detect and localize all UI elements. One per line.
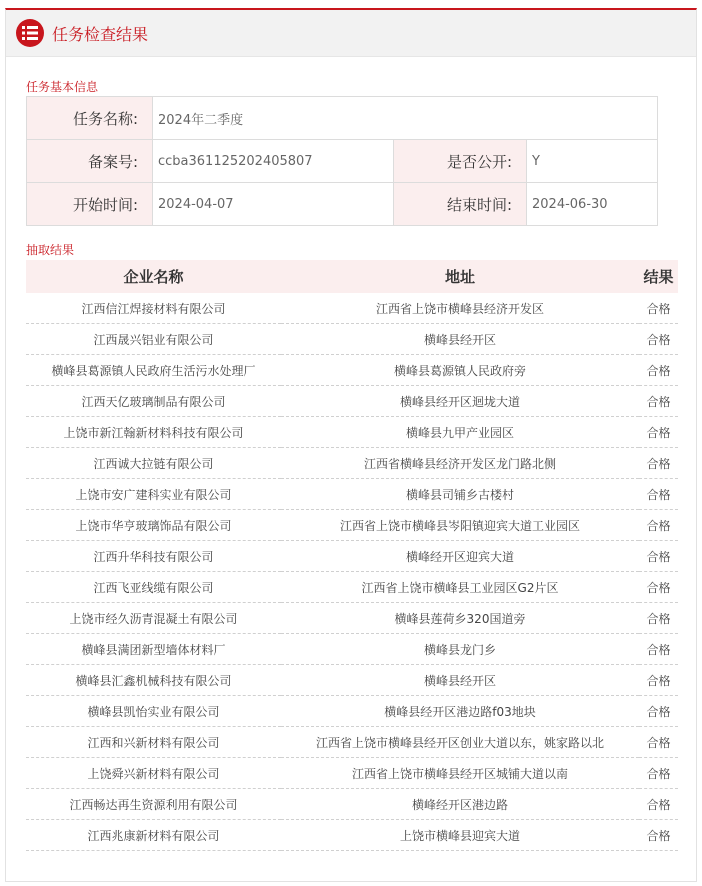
table-row: [26, 696, 678, 727]
table-row: [26, 510, 678, 541]
address-cell: 横峰县经开区: [281, 665, 639, 696]
column-header-company: 企业名称: [26, 260, 281, 293]
address-cell: 横峰县龙门乡: [281, 634, 639, 665]
info-row: [27, 183, 658, 226]
result-cell: 合格: [639, 696, 678, 727]
result-cell: 合格: [639, 603, 678, 634]
result-cell: 合格: [639, 386, 678, 417]
company-name-cell: 江西飞亚线缆有限公司: [26, 572, 281, 603]
address-cell: 横峰经开区港边路: [281, 789, 639, 820]
table-row: [26, 634, 678, 665]
table-row: [26, 324, 678, 355]
end-time-value: 2024-06-30: [527, 183, 658, 226]
address-cell: 横峰县经开区迴垅大道: [281, 386, 639, 417]
address-cell: 横峰县司铺乡古楼村: [281, 479, 639, 510]
table-row: [26, 603, 678, 634]
result-cell: 合格: [639, 324, 678, 355]
address-cell: 横峰县九甲产业园区: [281, 417, 639, 448]
address-cell: 江西省上饶市横峰县经开区创业大道以东，姚家路以北: [281, 727, 639, 758]
company-name-cell: 横峰县满团新型墙体材料厂: [26, 634, 281, 665]
company-name-cell: 江西信江焊接材料有限公司: [26, 293, 281, 324]
results-table: [26, 260, 678, 851]
result-cell: 合格: [639, 541, 678, 572]
address-cell: 横峰县经开区港边路f03地块: [281, 696, 639, 727]
column-header-result: 结果: [639, 260, 678, 293]
address-cell: 上饶市横峰县迎宾大道: [281, 820, 639, 851]
start-time-value: 2024-04-07: [153, 183, 394, 226]
table-row: [26, 417, 678, 448]
company-name-cell: 上饶舜兴新材料有限公司: [26, 758, 281, 789]
public-value: Y: [527, 140, 658, 183]
company-name-cell: 江西天亿玻璃制品有限公司: [26, 386, 281, 417]
result-cell: 合格: [639, 417, 678, 448]
page-frame: [5, 8, 697, 882]
company-name-cell: 江西兆康新材料有限公司: [26, 820, 281, 851]
table-row: [26, 572, 678, 603]
results-section-title: 抽取结果: [26, 243, 75, 257]
company-name-cell: 江西诚大拉链有限公司: [26, 448, 281, 479]
public-label: 是否公开:: [394, 140, 527, 183]
table-row: [26, 479, 678, 510]
page-title: 任务检查结果: [52, 24, 149, 44]
table-row: [26, 758, 678, 789]
table-row: [26, 448, 678, 479]
table-row: [26, 789, 678, 820]
task-name-label: 任务名称:: [27, 97, 153, 140]
company-name-cell: 江西升华科技有限公司: [26, 541, 281, 572]
page-header: [6, 10, 696, 57]
results-header-row: [26, 260, 678, 293]
table-row: [26, 355, 678, 386]
result-cell: 合格: [639, 479, 678, 510]
address-cell: 横峰县葛源镇人民政府旁: [281, 355, 639, 386]
column-header-address: 地址: [281, 260, 639, 293]
address-cell: 江西省上饶市横峰县经开区城铺大道以南: [281, 758, 639, 789]
basic-info-table: [26, 96, 658, 226]
list-icon: [16, 19, 44, 47]
table-row: [26, 541, 678, 572]
end-time-label: 结束时间:: [394, 183, 527, 226]
result-cell: 合格: [639, 789, 678, 820]
record-no-label: 备案号:: [27, 140, 153, 183]
table-row: [26, 665, 678, 696]
address-cell: 横峰县莲荷乡320国道旁: [281, 603, 639, 634]
address-cell: 江西省上饶市横峰县经济开发区: [281, 293, 639, 324]
table-row: [26, 386, 678, 417]
basic-info-section-title: 任务基本信息: [26, 80, 99, 94]
record-no-value: ccba361125202405807: [153, 140, 394, 183]
result-cell: 合格: [639, 665, 678, 696]
company-name-cell: 江西畅达再生资源利用有限公司: [26, 789, 281, 820]
address-cell: 江西省上饶市横峰县岑阳镇迎宾大道工业园区: [281, 510, 639, 541]
address-cell: 江西省上饶市横峰县工业园区G2片区: [281, 572, 639, 603]
address-cell: 横峰县经开区: [281, 324, 639, 355]
company-name-cell: 上饶市经久沥青混凝土有限公司: [26, 603, 281, 634]
address-cell: 横峰经开区迎宾大道: [281, 541, 639, 572]
result-cell: 合格: [639, 510, 678, 541]
info-row: [27, 140, 658, 183]
company-name-cell: 上饶市华亨玻璃饰品有限公司: [26, 510, 281, 541]
company-name-cell: 江西和兴新材料有限公司: [26, 727, 281, 758]
table-row: [26, 293, 678, 324]
company-name-cell: 上饶市安广建科实业有限公司: [26, 479, 281, 510]
company-name-cell: 横峰县葛源镇人民政府生活污水处理厂: [26, 355, 281, 386]
task-name-value: 2024年二季度: [153, 97, 658, 140]
result-cell: 合格: [639, 758, 678, 789]
result-cell: 合格: [639, 355, 678, 386]
info-row: [27, 97, 658, 140]
table-row: [26, 820, 678, 851]
result-cell: 合格: [639, 448, 678, 479]
result-cell: 合格: [639, 293, 678, 324]
company-name-cell: 横峰县汇鑫机械科技有限公司: [26, 665, 281, 696]
result-cell: 合格: [639, 634, 678, 665]
result-cell: 合格: [639, 820, 678, 851]
address-cell: 江西省横峰县经济开发区龙门路北侧: [281, 448, 639, 479]
company-name-cell: 江西晟兴铝业有限公司: [26, 324, 281, 355]
company-name-cell: 横峰县凯怡实业有限公司: [26, 696, 281, 727]
table-row: [26, 727, 678, 758]
result-cell: 合格: [639, 727, 678, 758]
company-name-cell: 上饶市新江翰新材料科技有限公司: [26, 417, 281, 448]
result-cell: 合格: [639, 572, 678, 603]
start-time-label: 开始时间:: [27, 183, 153, 226]
results-body: [26, 293, 678, 851]
